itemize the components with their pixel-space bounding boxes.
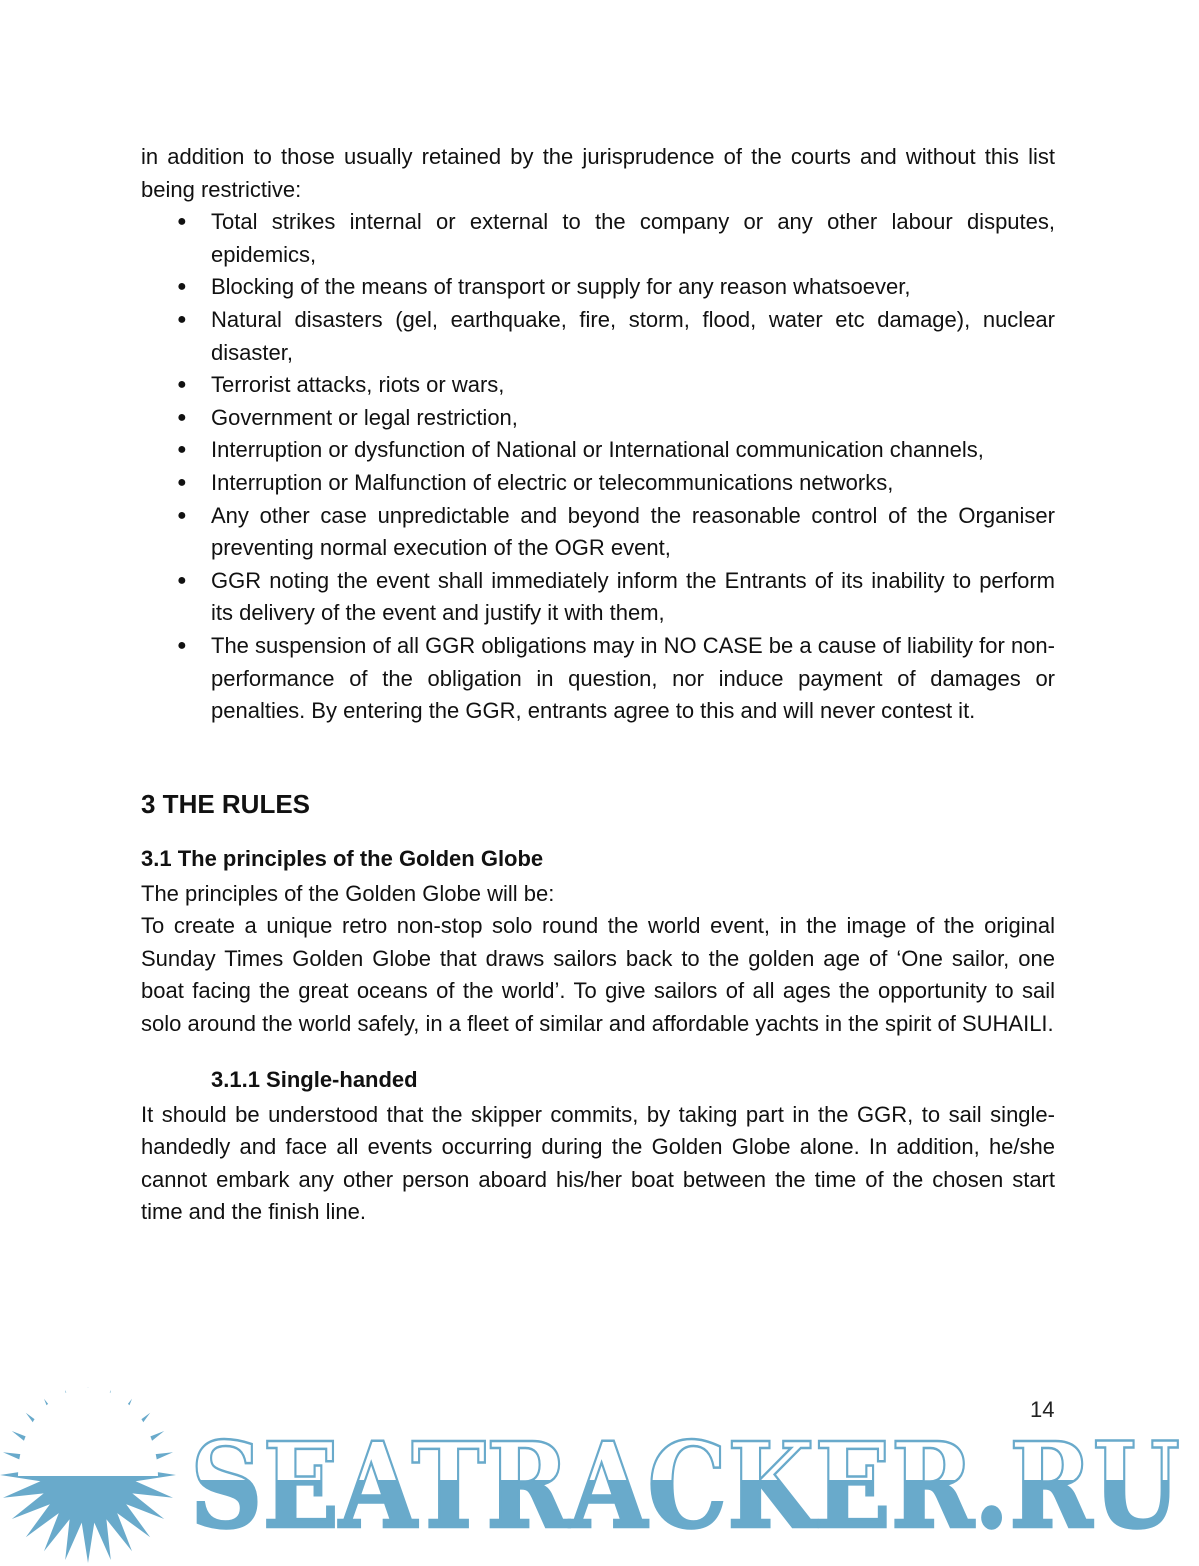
list-item (141, 630, 1055, 728)
page-number: 14 (1030, 1397, 1055, 1422)
bullet-icon: ● (177, 310, 187, 328)
list-item-text: Interruption or dysfunction of National or International communication channels, (211, 437, 984, 463)
page-content (141, 141, 1055, 1229)
bullet-icon: ● (177, 278, 187, 296)
principles-section (141, 878, 1055, 1041)
bullet-icon: ● (177, 571, 187, 589)
list-item-text: Blocking of the means of transport or supply for any reason whatsoever, (211, 274, 911, 300)
list-item (141, 206, 1055, 271)
list-item (141, 500, 1055, 565)
list-item-text: Government or legal restriction, (211, 404, 518, 430)
bullet-icon: ● (177, 473, 187, 491)
watermark-text: SEATRACKER.RU (190, 1416, 1180, 1555)
seatracker-watermark (0, 1385, 1199, 1566)
list-item (141, 467, 1055, 500)
section-heading: 3 THE RULES (141, 788, 311, 819)
list-section (141, 141, 1055, 728)
list-item-text: Total strikes internal or external to the company or any other labour disputes, epidemics, (211, 209, 1055, 267)
force-majeure-list (141, 206, 1055, 728)
list-item-text: Natural disasters (gel, earthquake, fire, storm, flood, water etc damage), nuclear disaster, (211, 306, 1055, 365)
principles-body: To create a unique retro non-stop solo round the world event, in the image of the original Sunday Times Golden Globe that draws sailors back to the golden age of ‘One sailor, one boat facing the great oceans of the world’. To give sailors of all ages the opportunity to sail solo around the world safely, in a fleet of similar and affordable yachts in the spirit of SUHAILI. (141, 913, 1055, 1037)
bullet-icon: ● (177, 506, 187, 524)
list-item-text: Interruption or Malfunction of electric or telecommunications networks, (211, 469, 894, 495)
single-handed-body: It should be understood that the skipper commits, by taking part in the GGR, to sail single-handedly and face all events occurring during the Golden Globe alone. In addition, he/she cannot embark any other person aboard his/her boat between the time of the chosen start time and the finish line. (141, 1101, 1055, 1225)
list-item (141, 565, 1055, 630)
list-item (141, 304, 1055, 369)
list-item-text: Any other case unpredictable and beyond the reasonable control of the Organiser preventing normal execution of the OGR event, (211, 502, 1055, 561)
list-item-text: GGR noting the event shall immediately inform the Entrants of its inability to perform its delivery of the event and justify it with them, (211, 567, 1055, 626)
list-item (141, 434, 1055, 467)
intro-paragraph: in addition to those usually retained by the jurisprudence of the courts and without this list being restrictive: (141, 144, 1055, 202)
sun-logo-icon (0, 1387, 176, 1563)
subsubsection-heading: 3.1.1 Single-handed (211, 1066, 418, 1092)
bullet-icon: ● (177, 376, 187, 394)
list-item-text: Terrorist attacks, riots or wars, (211, 372, 505, 398)
bullet-icon: ● (177, 441, 187, 459)
list-item-text: The suspension of all GGR obligations may in NO CASE be a cause of liability for non-performance of the obligation in question, nor induce payment of damages or penalties. By entering the GGR, entrants agree to this and will never contest it. (211, 632, 1055, 724)
single-handed-section (141, 1099, 1055, 1229)
bullet-icon: ● (177, 213, 187, 231)
subsection-heading: 3.1 The principles of the Golden Globe (141, 845, 544, 871)
bullet-icon: ● (177, 408, 187, 426)
list-item (141, 369, 1055, 402)
list-item (141, 402, 1055, 435)
list-item (141, 271, 1055, 304)
bullet-icon: ● (177, 636, 187, 654)
principles-lead: The principles of the Golden Globe will be: (141, 880, 555, 906)
